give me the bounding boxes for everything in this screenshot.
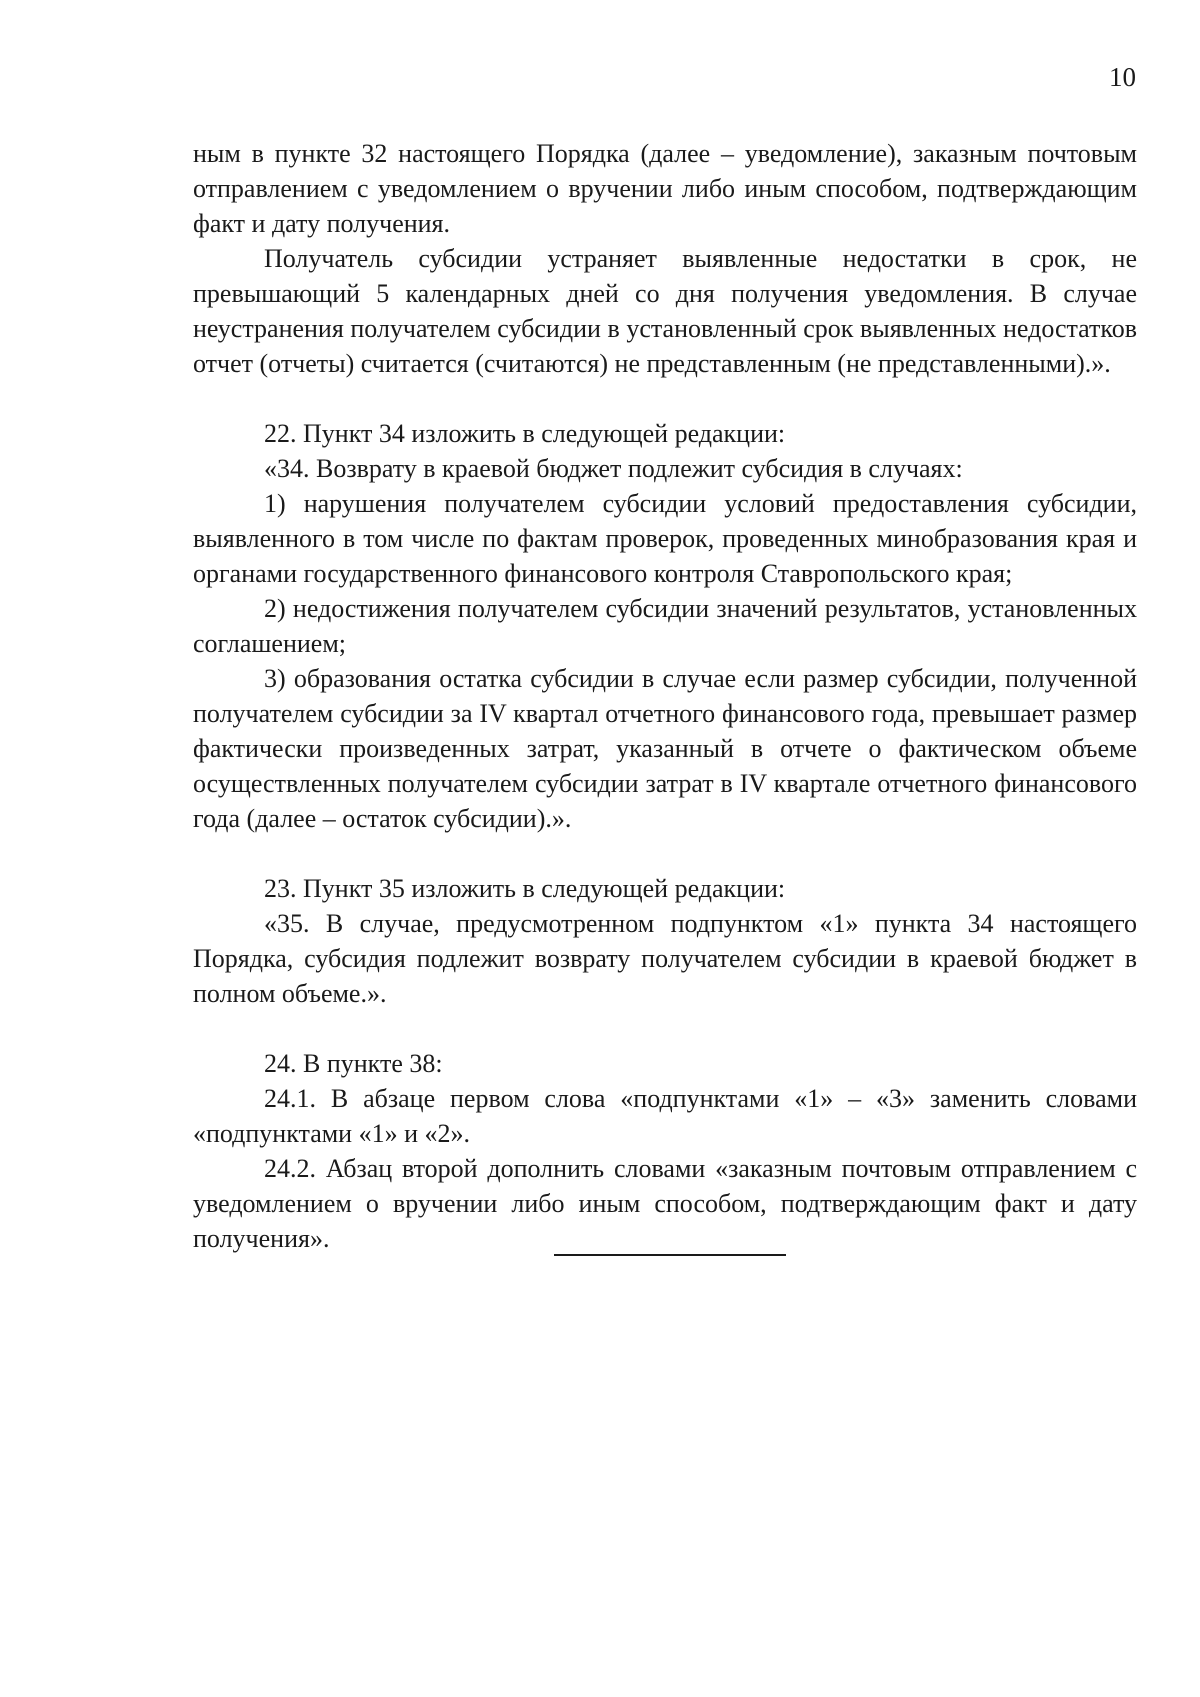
page-number: 10 xyxy=(1109,62,1136,92)
paragraph-item-35-text: «35. В случае, предусмотренном подпунктом «1» пункта 34 настоящего Порядка, субсидия подлежит возврату получателем субсидии в краевой бюджет в полном объеме.». xyxy=(193,909,1137,1008)
paragraph-item-24-1: 24.1. В абзаце первом слова «подпунктами «1» – «3» заменить словами «подпунктами «1» и «2». xyxy=(193,1084,1137,1148)
paragraph-item-24: 24. В пункте 38: xyxy=(264,1049,443,1078)
paragraph-recipient-deficiencies: Получатель субсидии устраняет выявленные недостатки в срок, не превышающий 5 календарных дней со дня получения уведомления. В случае неустранения получателем субсидии в установленный срок выявленных недостатков отчет (отчеты) считается (считаются) не представленным (не представленными).». xyxy=(193,244,1137,378)
paragraph-subitem-2: 2) недостижения получателем субсидии значений результатов, установленных соглашением; xyxy=(193,594,1137,658)
paragraph-continuation: ным в пункте 32 настоящего Порядка (далее – уведомление), заказным почтовым отправлением с уведомлением о вручении либо иным способом, подтверждающим факт и дату получения. xyxy=(193,139,1137,238)
paragraph-item-23: 23. Пункт 35 изложить в следующей редакции: xyxy=(264,874,786,903)
paragraph-subitem-1: 1) нарушения получателем субсидии условий предоставления субсидии, выявленного в том числе по фактам проверок, проведенных минобразования края и органами государственного финансового контроля Ставропольского края; xyxy=(193,489,1137,588)
paragraph-item-34-heading: «34. Возврату в краевой бюджет подлежит субсидия в случаях: xyxy=(264,454,963,483)
paragraph-subitem-3: 3) образования остатка субсидии в случае если размер субсидии, полученной получателем субсидии за IV квартал отчетного финансового года, превышает размер фактически произведенных затрат, указанный в отчете о фактическом объеме осуществленных получателем субсидии затрат в IV квартале отчетного финансового года (далее – остаток субсидии).». xyxy=(193,664,1137,833)
end-of-document-rule xyxy=(554,1254,786,1256)
paragraph-item-24-2: 24.2. Абзац второй дополнить словами «заказным почтовым отправлением с уведомлением о вручении либо иным способом, подтверждающим факт и дату получения». xyxy=(193,1154,1137,1253)
paragraph-item-22: 22. Пункт 34 изложить в следующей редакции: xyxy=(264,419,786,448)
document-body xyxy=(193,136,1137,1256)
